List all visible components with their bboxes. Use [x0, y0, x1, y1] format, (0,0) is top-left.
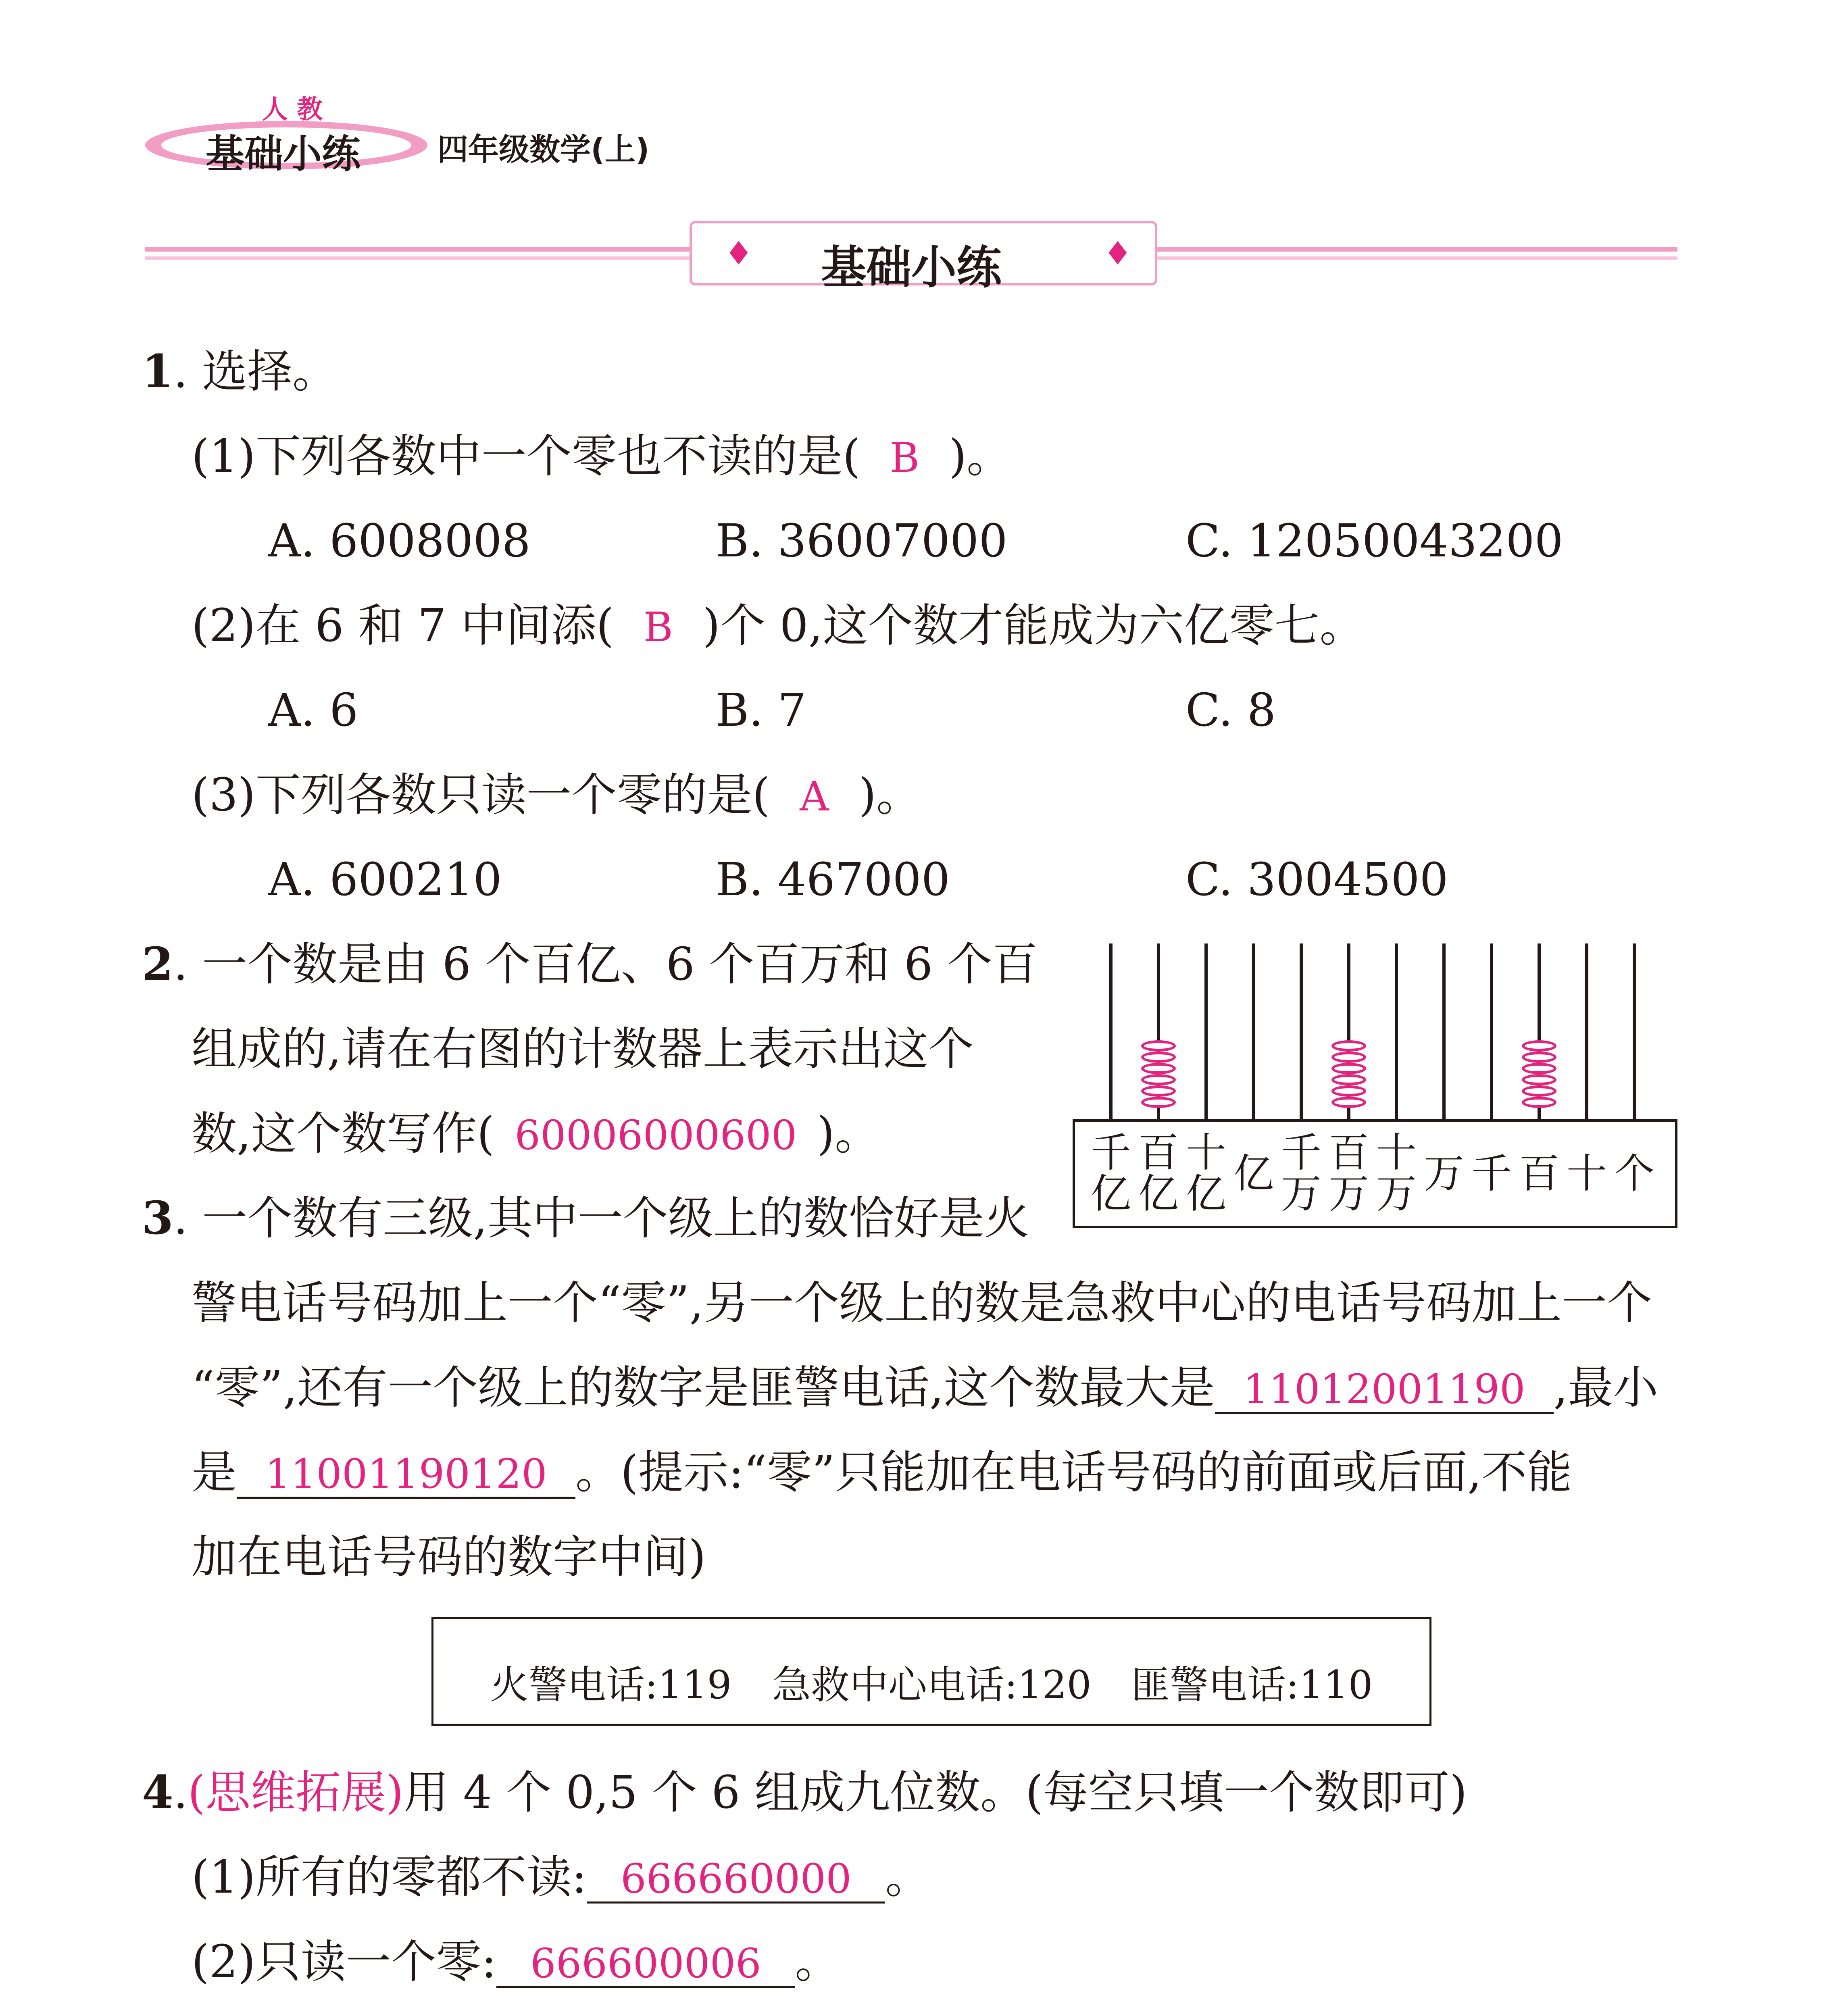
- abacus-bead: [1522, 1097, 1556, 1108]
- q1-item-2: [192, 600, 1365, 652]
- q4-1-answer: 666660000: [587, 1859, 885, 1904]
- abacus-bead: [1331, 1063, 1366, 1074]
- q2-line-2: 组成的,请在右图的计数器上表示出这个: [192, 1023, 974, 1075]
- q1-1-option-a: A. 6008008: [268, 515, 531, 567]
- q3-line-3: [192, 1362, 1658, 1414]
- q2-number: 2: [142, 938, 173, 991]
- abacus-bead: [1331, 1052, 1366, 1063]
- q1-2-suffix: )个 0,这个数才能成为六亿零七。: [702, 600, 1365, 652]
- abacus-bead: [1141, 1040, 1176, 1052]
- q3-number: 3: [142, 1192, 173, 1245]
- phone-number-box: [431, 1617, 1431, 1726]
- q1-title: . 选择。: [173, 346, 338, 398]
- abacus-place-label: 百 万: [1329, 1129, 1369, 1217]
- q4-tag: (思维拓展): [188, 1766, 404, 1819]
- q1-2-option-c: C. 8: [1186, 684, 1276, 737]
- q3-line-3-suffix: ,最小: [1553, 1362, 1658, 1414]
- abacus-place-label: 十 万: [1376, 1129, 1417, 1217]
- q3-line-4: [192, 1446, 1572, 1499]
- q4-1-label: (1)所有的零都不读:: [192, 1851, 587, 1904]
- abacus-bead: [1331, 1097, 1366, 1108]
- abacus-place-label: 百 亿: [1138, 1129, 1179, 1217]
- abacus-place-label: 千 亿: [1091, 1129, 1131, 1217]
- q3-line-2: 警电话号码加上一个“零”,另一个级上的数是急救中心的电话号码加上一个: [192, 1277, 1652, 1329]
- q4-heading: [142, 1766, 1467, 1819]
- q1-3-answer: A: [800, 773, 829, 820]
- abacus-place-label: 百: [1519, 1150, 1559, 1197]
- abacus-bead: [1331, 1040, 1366, 1052]
- abacus-bead: [1522, 1085, 1556, 1097]
- q4-1-suffix: 。: [885, 1851, 931, 1904]
- series-label: 基础小练: [206, 131, 360, 177]
- q2-answer: 60006000600: [515, 1112, 797, 1159]
- diamond-right-icon: ♦: [1103, 235, 1132, 272]
- q4-item-1: [192, 1851, 931, 1904]
- diamond-left-icon: ♦: [724, 235, 753, 272]
- q3-line-1: [142, 1192, 1029, 1245]
- publisher-label: 人 教: [262, 95, 323, 125]
- section-title-box: [690, 221, 1157, 294]
- abacus-rod: [1442, 943, 1446, 1121]
- abacus-rod: [1300, 943, 1303, 1121]
- q3-line-4-text: 是: [192, 1446, 237, 1499]
- q3-answer-min: 11001190120: [237, 1454, 575, 1499]
- abacus-rod: [1204, 943, 1208, 1121]
- abacus-bead: [1141, 1074, 1176, 1085]
- abacus-bead: [1522, 1074, 1556, 1085]
- q1-1-text: (1)下列各数中一个零也不读的是(: [192, 430, 860, 483]
- abacus-rod: [1252, 943, 1255, 1121]
- subject-label: 四年级数学(上): [438, 131, 650, 167]
- q4-item-2: [192, 1936, 840, 1988]
- q1-2-text: (2)在 6 和 7 中间添(: [192, 600, 614, 652]
- q1-2-option-b: B. 7: [716, 684, 806, 737]
- q1-3-option-b: B. 467000: [716, 854, 950, 906]
- abacus-bead: [1141, 1097, 1176, 1108]
- abacus-bead: [1331, 1085, 1366, 1097]
- series-logo: [145, 97, 427, 177]
- abacus-bead: [1331, 1074, 1366, 1085]
- q1-item-1: [192, 430, 1012, 483]
- q3-line-1-text: . 一个数有三级,其中一个级上的数恰好是火: [173, 1192, 1029, 1245]
- ambulance-number: 急救中心电话:120: [772, 1662, 1092, 1708]
- abacus-place-label: 千: [1471, 1150, 1512, 1197]
- abacus-place-label: 千 万: [1281, 1129, 1321, 1217]
- abacus-place-label: 万: [1424, 1150, 1464, 1197]
- q4-title: 用 4 个 0,5 个 6 组成九位数。(每空只填一个数即可): [403, 1766, 1467, 1819]
- abacus-bead: [1141, 1052, 1176, 1063]
- abacus-place-label: 十: [1567, 1150, 1607, 1197]
- police-number: 匪警电话:110: [1131, 1662, 1373, 1708]
- abacus-bead: [1522, 1040, 1556, 1052]
- abacus-rod: [1109, 943, 1113, 1121]
- title-bar-left-2: [145, 256, 690, 260]
- q4-dot: .: [173, 1766, 188, 1819]
- q1-1-option-b: B. 36007000: [716, 515, 1008, 567]
- q4-2-answer: 666600006: [496, 1943, 795, 1988]
- q3-line-5: 加在电话号码的数字中间): [192, 1531, 706, 1583]
- q1-number: 1: [142, 345, 173, 398]
- q1-2-answer: B: [643, 604, 673, 651]
- q1-3-text: (3)下列各数只读一个零的是(: [192, 769, 770, 821]
- q2-line-3-text: 数,这个数写作(: [192, 1108, 495, 1160]
- abacus-place-label: 个: [1614, 1150, 1654, 1197]
- abacus-bead: [1141, 1063, 1176, 1074]
- q3-line-4-suffix: 。(提示:“零”只能加在电话号码的前面或后面,不能: [575, 1446, 1572, 1499]
- q1-2-option-a: A. 6: [268, 684, 358, 737]
- abacus-rod: [1585, 943, 1588, 1121]
- title-bar-right-2: [1157, 256, 1677, 260]
- q1-3-option-c: C. 3004500: [1186, 854, 1448, 906]
- abacus-rod: [1633, 943, 1636, 1121]
- abacus-place-label: 十 亿: [1186, 1129, 1226, 1217]
- q3-line-3-text: “零”,还有一个级上的数字是匪警电话,这个数最大是: [192, 1362, 1215, 1414]
- q4-2-label: (2)只读一个零:: [192, 1936, 497, 1988]
- title-bar-right: [1157, 247, 1677, 252]
- q1-1-option-c: C. 12050043200: [1186, 515, 1563, 567]
- abacus-rod: [1490, 943, 1493, 1121]
- q1-heading: [142, 345, 338, 398]
- fire-number: 火警电话:119: [490, 1662, 732, 1708]
- abacus-bead: [1522, 1052, 1556, 1063]
- q2-line-1-text: . 一个数是由 6 个百亿、6 个百万和 6 个百: [173, 938, 1038, 991]
- q2-line-3-suffix: )。: [817, 1108, 880, 1160]
- q4-number: 4: [142, 1766, 173, 1819]
- abacus-rod: [1395, 943, 1398, 1121]
- abacus-bead: [1522, 1063, 1556, 1074]
- section-title: 基础小练: [821, 242, 1002, 294]
- title-bar-left: [145, 247, 690, 252]
- q2-line-1: [142, 938, 1038, 991]
- q4-2-suffix: 。: [795, 1936, 840, 1988]
- q2-line-3: [192, 1108, 880, 1160]
- q3-answer-max: 11012001190: [1215, 1369, 1554, 1414]
- abacus-place-label: 亿: [1233, 1150, 1274, 1197]
- abacus-bead: [1141, 1085, 1176, 1097]
- q1-1-suffix: )。: [949, 430, 1012, 483]
- q1-3-suffix: )。: [858, 769, 922, 821]
- q1-3-option-a: A. 600210: [268, 854, 502, 906]
- q1-item-3: [192, 769, 922, 821]
- q1-1-answer: B: [890, 434, 920, 481]
